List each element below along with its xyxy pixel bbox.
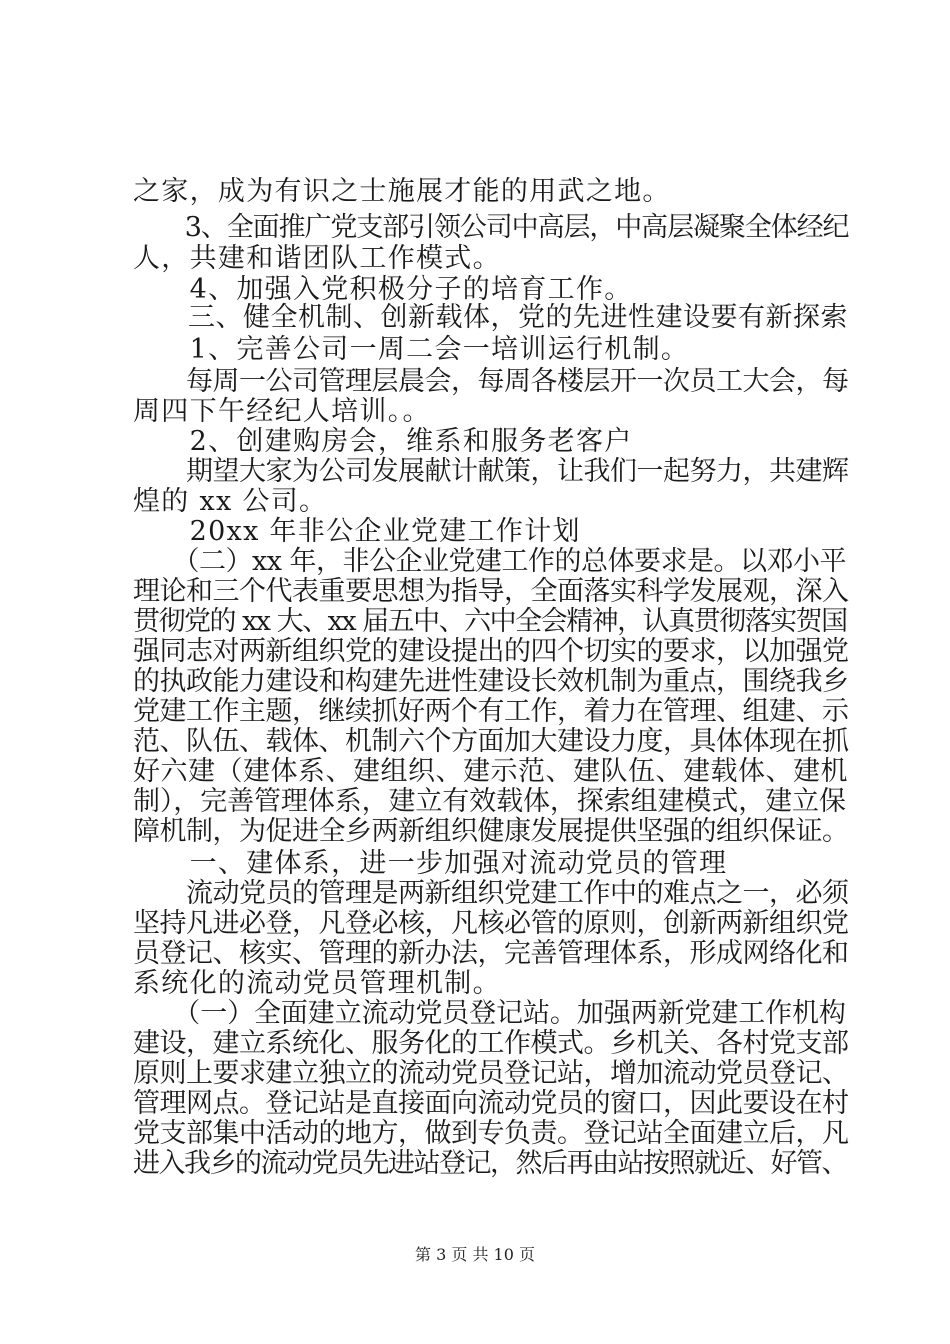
text-line: 人，共建和谐团队工作模式。 bbox=[133, 243, 501, 274]
text-line: 的执政能力建设和构建先进性建设长效机制为重点，围绕我乡 bbox=[133, 666, 849, 697]
text-line: 理论和三个代表重要思想为指导，全面落实科学发展观，深入 bbox=[133, 576, 849, 607]
text-line: 每周一公司管理层晨会，每周各楼层开一次员工大会，每 bbox=[133, 366, 849, 397]
text-line: （二）xx 年，非公企业党建工作的总体要求是。以邓小平 bbox=[133, 546, 847, 577]
page-number-footer: 第 3 页 共 10 页 bbox=[415, 1245, 535, 1264]
text-line: （一）全面建立流动党员登记站。加强两新党建工作机构 bbox=[133, 998, 846, 1029]
text-line: 20xx 年非公企业党建工作计划 bbox=[133, 516, 581, 547]
text-line: 建设，建立系统化、服务化的工作模式。乡机关、各村党支部 bbox=[133, 1028, 849, 1059]
text-line: 范、队伍、载体、机制六个方面加大建设力度，具体体现在抓 bbox=[133, 726, 849, 757]
section-heading: 一、建体系，进一步加强对流动党员的管理 bbox=[133, 848, 728, 879]
text-line: 贯彻党的 xx 大、xx 届五中、六中全会精神，认真贯彻落实贺国 bbox=[133, 606, 847, 637]
text-line: 强同志对两新组织党的建设提出的四个切实的要求，以加强党 bbox=[133, 636, 849, 667]
text-line: 障机制，为促进全乡两新组织健康发展提供坚强的组织保证。 bbox=[133, 816, 849, 847]
text-line: 党支部集中活动的地方，做到专负责。登记站全面建立后，凡 bbox=[133, 1118, 849, 1149]
text-line: 周四下午经纪人培训。。 bbox=[133, 396, 431, 427]
text-line: 1、完善公司一周二会一培训运行机制。 bbox=[133, 334, 690, 365]
text-line: 制），完善管理体系，建立有效载体，探索组建模式，建立保 bbox=[133, 786, 846, 817]
text-line: 党建工作主题，继续抓好两个有工作，着力在管理、组建、示 bbox=[133, 696, 849, 727]
text-line: 好六建（建体系、建组织、建示范、建队伍、建载体、建机 bbox=[133, 756, 848, 787]
text-line: 系统化的流动党员管理机制。 bbox=[133, 968, 501, 999]
text-line: 煌的 xx 公司。 bbox=[133, 486, 328, 517]
text-line: 员登记、核实、管理的新办法，完善管理体系，形成网络化和 bbox=[133, 938, 849, 969]
text-line: 2、创建购房会，维系和服务老客户 bbox=[133, 426, 633, 457]
text-line: 进入我乡的流动党员先进站登记，然后再由站按照就近、好管、 bbox=[133, 1148, 847, 1179]
text-line: 三、健全机制、创新载体，党的先进性建设要有新探索 bbox=[133, 302, 848, 333]
text-line: 管理网点。登记站是直接面向流动党员的窗口，因此要设在村 bbox=[133, 1088, 849, 1119]
text-line: 4、加强入党积极分子的培育工作。 bbox=[133, 274, 633, 305]
text-line: 期望大家为公司发展献计献策，让我们一起努力，共建辉 bbox=[133, 456, 849, 487]
text-line: 坚持凡进必登，凡登必核，凡核必管的原则，创新两新组织党 bbox=[133, 908, 849, 939]
text-line: 原则上要求建立独立的流动党员登记站，增加流动党员登记、 bbox=[133, 1058, 849, 1089]
text-line: 3、全面推广党支部引领公司中高层，中高层凝聚全体经纪 bbox=[133, 212, 849, 243]
text-line: 流动党员的管理是两新组织党建工作中的难点之一，必须 bbox=[133, 878, 849, 909]
text-line: 之家，成为有识之士施展才能的用武之地。 bbox=[133, 176, 671, 207]
